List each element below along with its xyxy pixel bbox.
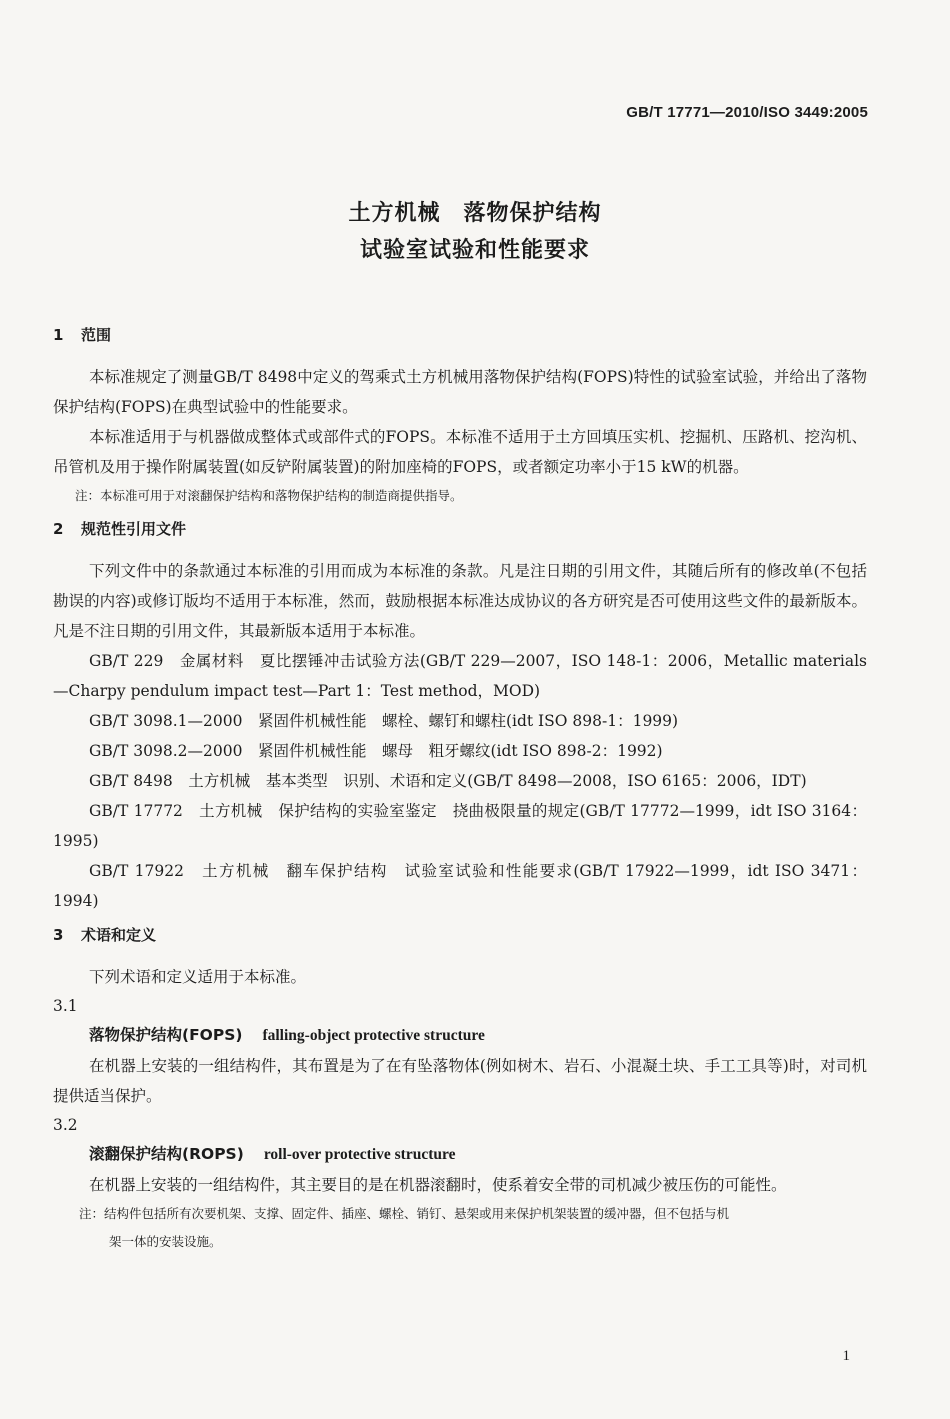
term-definition: 在机器上安装的一组结构件，其主要目的是在机器滚翻时，使系着安全带的司机减少被压伤的可能性。	[89, 1176, 787, 1194]
paragraph: 下列术语和定义适用于本标准。	[89, 968, 307, 986]
reference-item: GB/T 17772 土方机械 保护结构的实验室鉴定 挠曲极限量的规定(GB/T 17772—1999，idt ISO 3164：1995)	[53, 802, 867, 850]
section-heading-terms	[53, 922, 867, 948]
term-english: falling-object protective structure	[262, 1027, 485, 1044]
reference-item: GB/T 17922 土方机械 翻车保护结构 试验室试验和性能要求(GB/T 17922—1999，idt ISO 3471：1994)	[53, 862, 867, 910]
paragraph: 本标准规定了测量GB/T 8498中定义的驾乘式土方机械用落物保护结构(FOPS)特性的试验室试验，并给出了落物保护结构(FOPS)在典型试验中的性能要求。	[53, 368, 867, 416]
reference-item: GB/T 229 金属材料 夏比摆锤冲击试验方法(GB/T 229—2007，ISO 148-1：2006，Metallic materials—Charpy pendulum impact test—Part 1：Test method，MOD)	[53, 652, 867, 700]
note-continuation: 架一体的安装设施。	[109, 1234, 222, 1249]
section-heading-scope	[53, 322, 867, 348]
term-definition: 在机器上安装的一组结构件，其布置是为了在有坠落物体(例如树木、岩石、小混凝土块、手工工具等)时，对司机提供适当保护。	[53, 1057, 867, 1105]
section-number: 2	[53, 520, 64, 538]
section-heading-normative-references	[53, 516, 867, 542]
document-title-line1: 土方机械 落物保护结构	[348, 201, 602, 226]
reference-item: GB/T 3098.1—2000 紧固件机械性能 螺栓、螺钉和螺柱(idt ISO 898-1：1999)	[89, 712, 679, 730]
section-title: 规范性引用文件	[81, 520, 187, 538]
term-english: roll-over protective structure	[263, 1146, 456, 1163]
paragraph: 下列文件中的条款通过本标准的引用而成为本标准的条款。凡是注日期的引用文件，其随后所有的修改单(不包括勘误的内容)或修订版均不适用于本标准，然而，鼓励根据本标准达成协议的各方研究是否可使用这些文件的最新版本。凡是不注日期的引用文件，其最新版本适用于本标准。	[53, 562, 867, 640]
term-entry	[53, 1139, 867, 1170]
clause-number: 3.2	[53, 1116, 78, 1134]
section-title: 术语和定义	[81, 926, 157, 944]
clause-number: 3.1	[53, 997, 78, 1015]
term-chinese: 滚翻保护结构(ROPS)	[89, 1145, 244, 1163]
paragraph: 本标准适用于与机器做成整体式或部件式的FOPS。本标准不适用于土方回填压实机、挖掘机、压路机、挖沟机、吊管机及用于操作附属装置(如反铲附属装置)的附加座椅的FOPS，或者额定功率小于15 kW的机器。	[53, 428, 867, 476]
reference-item: GB/T 8498 土方机械 基本类型 识别、术语和定义(GB/T 8498—2008，ISO 6165：2006，IDT)	[89, 772, 807, 790]
standard-code: GB/T 17771—2010/ISO 3449:2005	[626, 104, 868, 121]
term-chinese: 落物保护结构(FOPS)	[89, 1026, 243, 1044]
note: 注：本标准可用于对滚翻保护结构和落物保护结构的制造商提供指导。	[75, 488, 463, 503]
section-number: 1	[53, 326, 64, 344]
term-entry	[53, 1020, 867, 1051]
section-title: 范围	[81, 326, 112, 344]
note: 注：结构件包括所有次要机架、支撑、固定件、插座、螺栓、销钉、悬架或用来保护机架装置的缓冲器，但不包括与机	[79, 1206, 730, 1221]
document-title-line2: 试验室试验和性能要求	[359, 238, 590, 263]
reference-item: GB/T 3098.2—2000 紧固件机械性能 螺母 粗牙螺纹(idt ISO 898-2：1992)	[89, 742, 663, 760]
document-body	[53, 322, 867, 1256]
page-number: 1	[842, 1348, 850, 1364]
section-number: 3	[53, 926, 64, 944]
